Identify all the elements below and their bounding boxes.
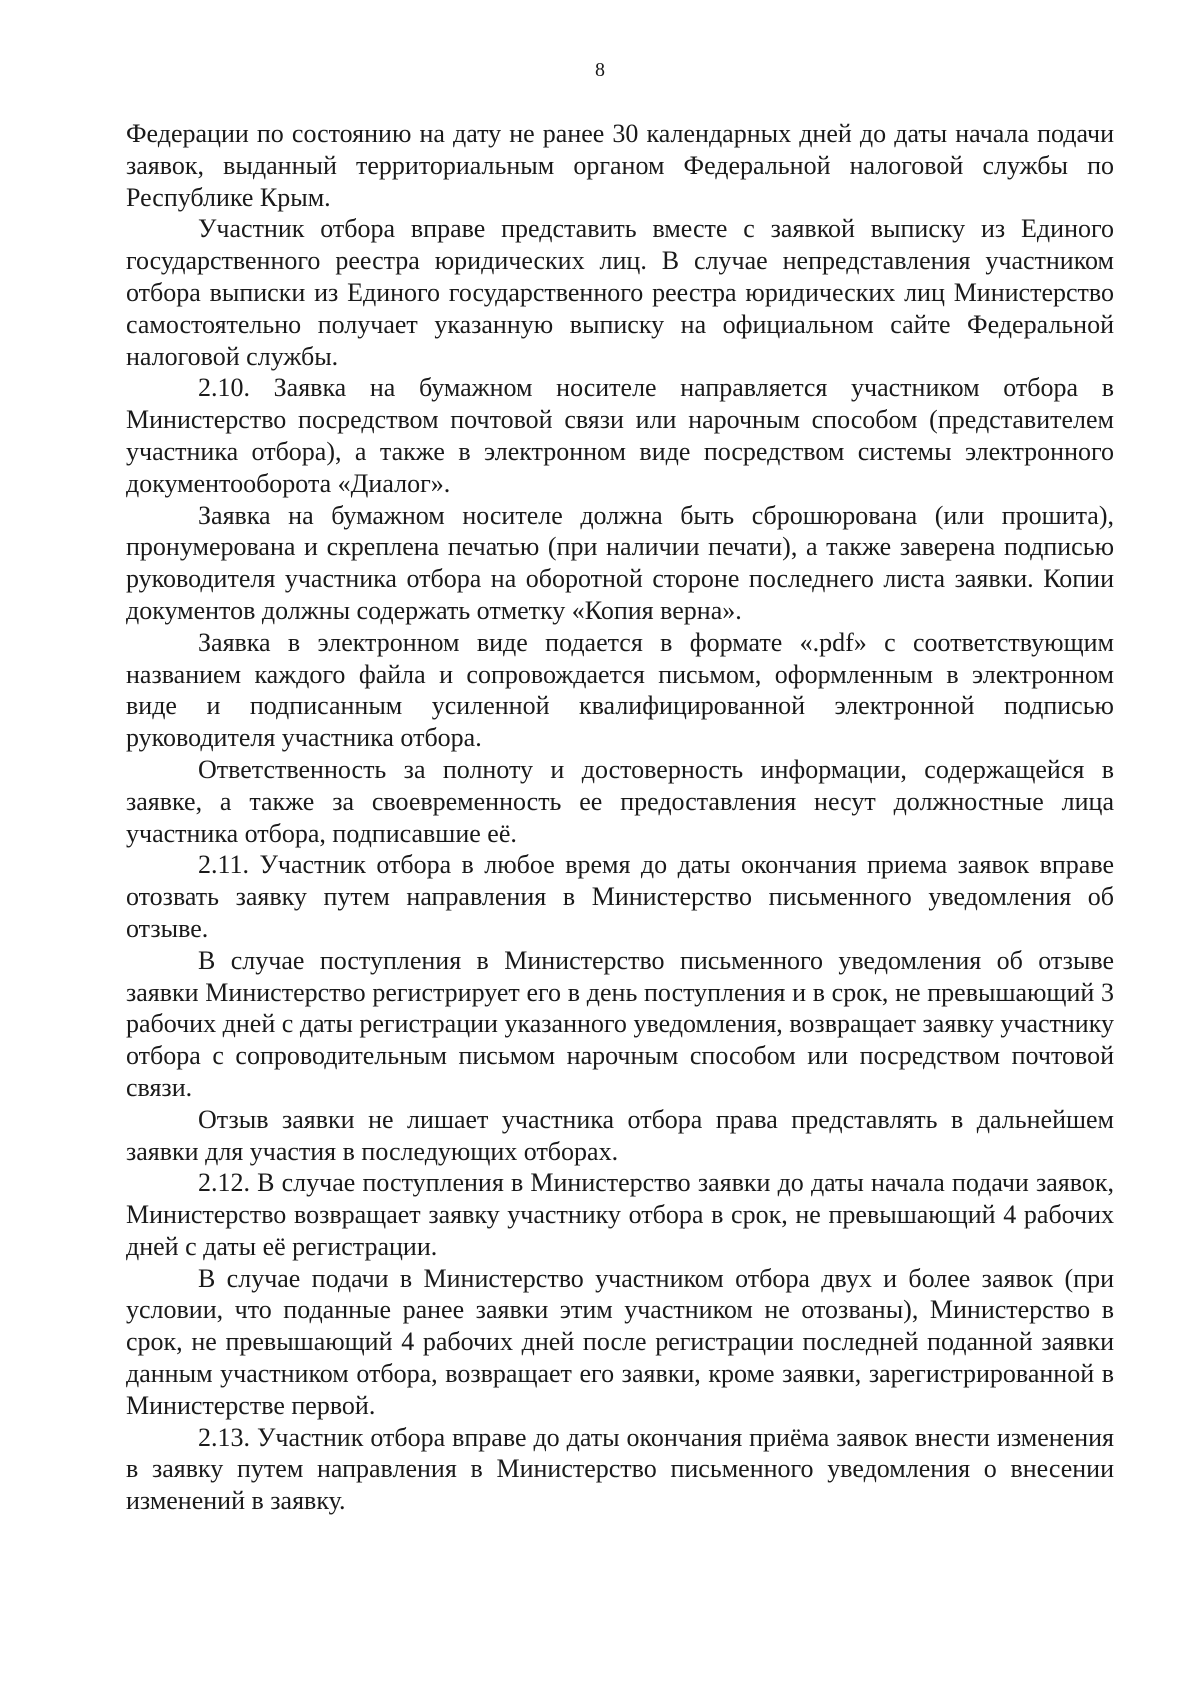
paragraph-multiple-applications: В случае подачи в Министерство участником отбора двух и более заявок (при условии, что поданные ранее заявки этим участником не отозваны), Министерство в срок, не превышающий 4 рабочих дней после регистрации последней поданной заявки данным участником отбора, возвращает его заявки, кроме заявки, зарегистрированной в Министерстве первой. [126, 1263, 1114, 1420]
paragraph-paper-application: Заявка на бумажном носителе должна быть сброшюрована (или прошита), пронумерована и скреплена печатью (при наличии печати), а также заверена подписью руководителя участника отбора на оборотной стороне последнего листа заявки. Копии документов должны содержать отметку «Копия верна». [126, 500, 1114, 625]
paragraph-clause-2-11: 2.11. Участник отбора в любое время до даты окончания приема заявок вправе отозвать заявку путем направления в Министерство письменного уведомления об отзыве. [126, 850, 1114, 943]
paragraph-clause-2-10: 2.10. Заявка на бумажном носителе направляется участником отбора в Министерство посредством почтовой связи или нарочным способом (представителем участника отбора), а также в электронном виде посредством системы электронного документооборота «Диалог». [126, 373, 1114, 498]
paragraph-withdrawal-rights: Отзыв заявки не лишает участника отбора права представлять в дальнейшем заявки для участия в последующих отборах. [126, 1104, 1114, 1166]
paragraph-withdrawal-notice: В случае поступления в Министерство письменного уведомления об отзыве заявки Министерство регистрирует его в день поступления и в срок, не превышающий 3 рабочих дней с даты регистрации указанного уведомления, возвращает заявку участнику отбора с сопроводительным письмом нарочным способом или посредством почтовой связи. [126, 945, 1114, 1102]
page-number: 8 [595, 59, 605, 81]
paragraph-responsibility: Ответственность за полноту и достоверность информации, содержащейся в заявке, а также за своевременность ее предоставления несут должностные лица участника отбора, подписавшие её. [126, 754, 1114, 848]
document-body [126, 118, 1114, 1517]
paragraph-continuation: Федерации по состоянию на дату не ранее 30 календарных дней до даты начала подачи заявок, выданный территориальным органом Федеральной налоговой службы по Республике Крым. [126, 119, 1114, 212]
paragraph-clause-2-12: 2.12. В случае поступления в Министерство заявки до даты начала подачи заявок, Министерство возвращает заявку участнику отбора в срок, не превышающий 4 рабочих дней с даты её регистрации. [126, 1168, 1114, 1261]
paragraph-clause-2-13: 2.13. Участник отбора вправе до даты окончания приёма заявок внести изменения в заявку путем направления в Министерство письменного уведомления о внесении изменений в заявку. [126, 1422, 1114, 1516]
paragraph-egrul-extract: Участник отбора вправе представить вместе с заявкой выписку из Единого государственного реестра юридических лиц. В случае непредставления участником отбора выписки из Единого государственного реестра юридических лиц Министерство самостоятельно получает указанную выписку на официальном сайте Федеральной налоговой службы. [126, 214, 1114, 371]
paragraph-electronic-application: Заявка в электронном виде подается в формате «.pdf» с соответствующим названием каждого файла и сопровождается письмом, оформленным в электронном виде и подписанным усиленной квалифицированной электронной подписью руководителя участника отбора. [126, 627, 1114, 753]
